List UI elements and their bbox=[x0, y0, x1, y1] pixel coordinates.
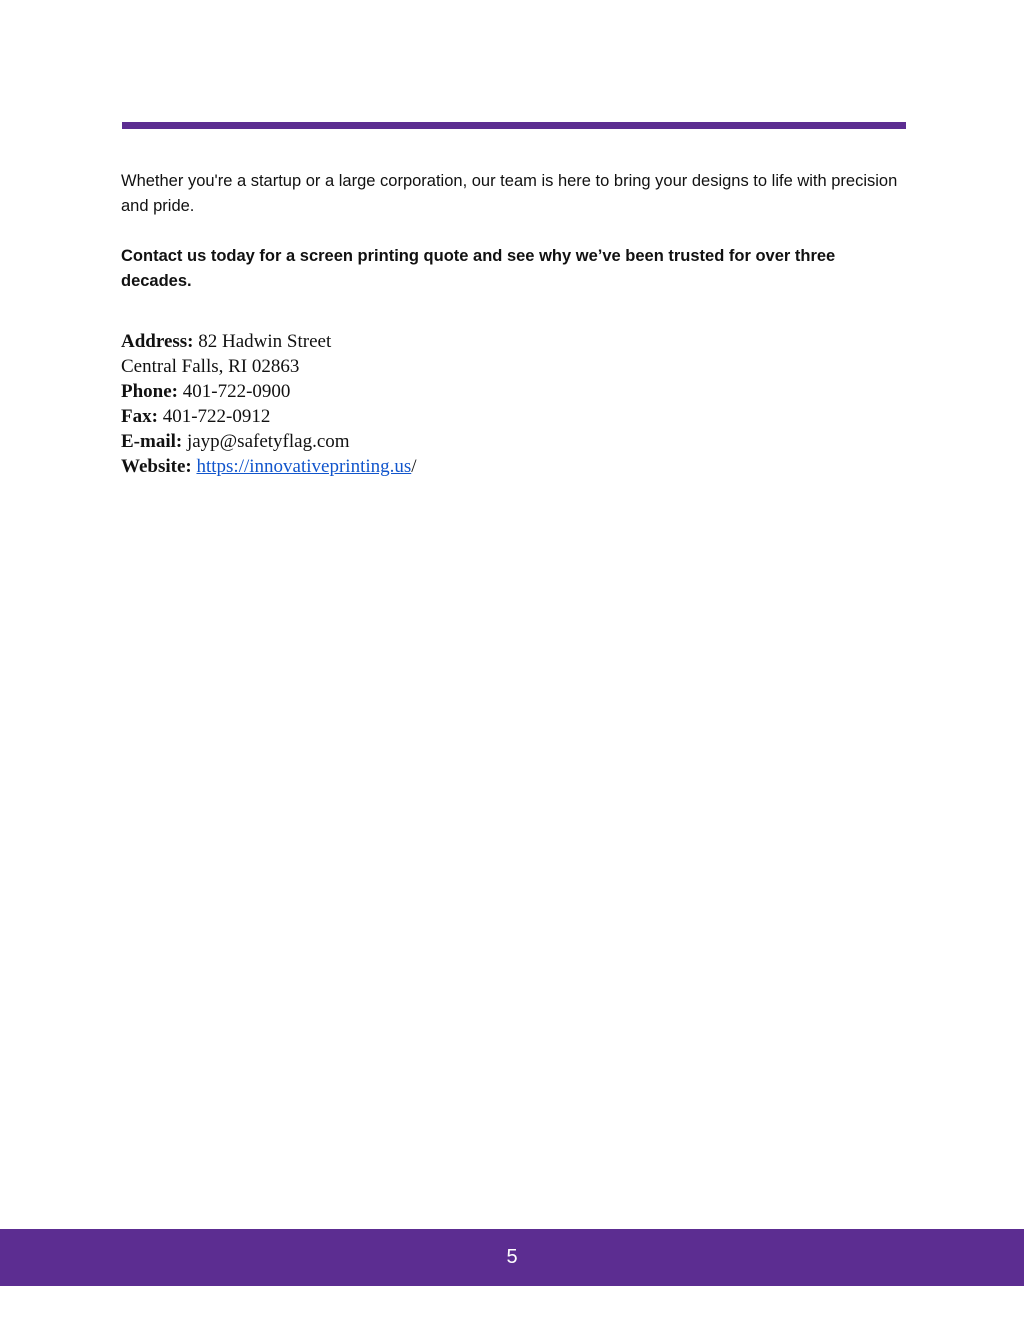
website-line bbox=[121, 454, 905, 479]
website-label: Website bbox=[121, 456, 186, 477]
phone-label: Phone: bbox=[121, 381, 178, 402]
fax-label: Fax: bbox=[121, 406, 158, 427]
fax-number: 401-722-0912 bbox=[162, 406, 271, 427]
phone-number: 401-722-0900 bbox=[182, 381, 291, 402]
website-trailing-slash: / bbox=[411, 456, 417, 477]
page-content bbox=[121, 169, 905, 479]
top-divider bbox=[122, 122, 906, 129]
address-label: Address: bbox=[121, 331, 194, 352]
email-label: E-mail: bbox=[121, 431, 183, 452]
address-city: Central Falls, RI 02863 bbox=[121, 356, 300, 377]
address-line bbox=[121, 329, 905, 354]
contact-block bbox=[121, 329, 905, 479]
call-to-action: Contact us today for a screen printing quote and see why we’ve been trusted for over three decades. bbox=[121, 247, 836, 290]
phone-line bbox=[121, 379, 905, 404]
address-street: 82 Hadwin Street bbox=[198, 331, 332, 352]
page-number: 5 bbox=[506, 1246, 518, 1268]
email-line bbox=[121, 429, 905, 454]
intro-paragraph: Whether you're a startup or a large corporation, our team is here to bring your designs to life with precision and pride. bbox=[121, 172, 898, 215]
email-address: jayp@safetyflag.com bbox=[186, 431, 350, 452]
website-colon: : bbox=[185, 456, 192, 477]
website-link[interactable]: https://innovativeprinting.us bbox=[196, 456, 412, 477]
fax-line bbox=[121, 404, 905, 429]
